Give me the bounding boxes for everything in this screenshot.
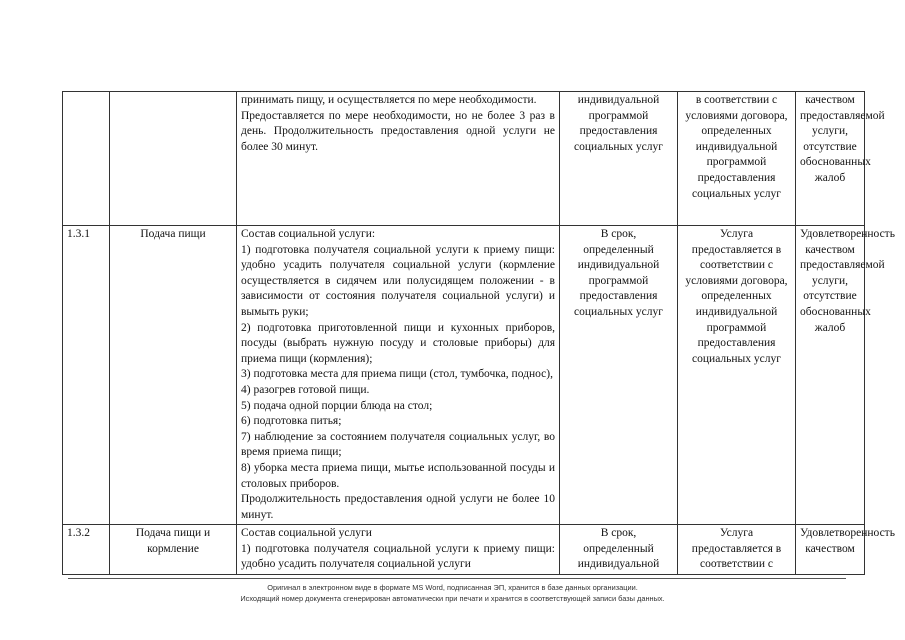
row-number [63,92,110,226]
description-line: 4) разогрев готовой пищи. [241,383,370,396]
service-conditions: в соответствии с условиями договора, определенных индивидуальной программой предоставления социальных услуг [678,92,796,226]
service-term: В срок, определенный индивидуальной программой предоставления социальных услуг [560,226,678,525]
description-line: 6) подготовка питья; [241,415,342,428]
service-description [237,525,560,575]
quality-indicator: Удовлетворенность качеством [796,525,865,575]
quality-indicator: Удовлетворенность качеством предоставляемой услуги, отсутствие обоснованных жалоб [796,226,865,525]
row-number: 1.3.2 [63,525,110,575]
description-line: Состав социальной услуги: [241,228,376,240]
table-row [63,226,865,525]
description-line: 5) подача одной порции блюда на стол; [241,399,433,412]
service-term: В срок, определенный индивидуальной [560,525,678,575]
table-row [63,92,865,226]
footer-line-2: Исходящий номер документа сгенерирован автоматически при печати и хранится в соответствующей записи базы данных. [240,594,665,603]
description-line: Предоставляется по мере необходимости, но не более 3 раз в день. Продолжительность предоставления одной услуги не более 30 минут. [241,109,555,153]
description-line: Состав социальной услуги [241,527,372,540]
service-description [237,92,560,226]
service-name [110,92,237,226]
description-line: 1) подготовка получателя социальной услуги к приему пищи: удобно усадить получателя социальной услуги [241,542,555,571]
service-name: Подача пищи и кормление [110,525,237,575]
service-conditions: Услуга предоставляется в соответствии с условиями договора, определенных индивидуальной программой предоставления социальных услуг [678,226,796,525]
footer-line-1: Оригинал в электронном виде в формате MS Word, подписанная ЭП, хранится в базе данных организации. [267,583,638,592]
description-line: 3) подготовка места для приема пищи (стол, тумбочка, поднос), [241,368,553,381]
table-row [63,525,865,575]
service-term: индивидуальной программой предоставления социальных услуг [560,92,678,226]
service-name: Подача пищи [110,226,237,525]
description-line: Продолжительность предоставления одной услуги не более 10 минут. [241,493,555,521]
description-line: принимать пищу, и осуществляется по мере необходимости. [241,94,537,106]
service-description [237,226,560,525]
description-line: 2) подготовка приготовленной пищи и кухонных приборов, посуды (выбрать нужную посуду и столовые приборы) для приема пищи (кормления); [241,321,555,365]
description-line: 8) уборка места приема пищи, мытье использованной посуды и столовых приборов. [241,461,555,490]
row-number: 1.3.1 [63,226,110,525]
description-line: 1) подготовка получателя социальной услуги к приему пищи: удобно усадить получателя социальной услуги (кормление осуществляется в сидячем или полусидящем положении - в зависимости от состояния получателя социальной услуги) и вымыть руки; [241,243,555,318]
service-conditions: Услуга предоставляется в соответствии с [678,525,796,575]
description-line: 7) наблюдение за состоянием получателя социальных услуг, во время приема пищи; [241,430,555,459]
services-table [62,91,895,575]
footer-divider [68,578,846,579]
quality-indicator: качеством предоставляемой услуги, отсутствие обоснованных жалоб [796,92,865,226]
